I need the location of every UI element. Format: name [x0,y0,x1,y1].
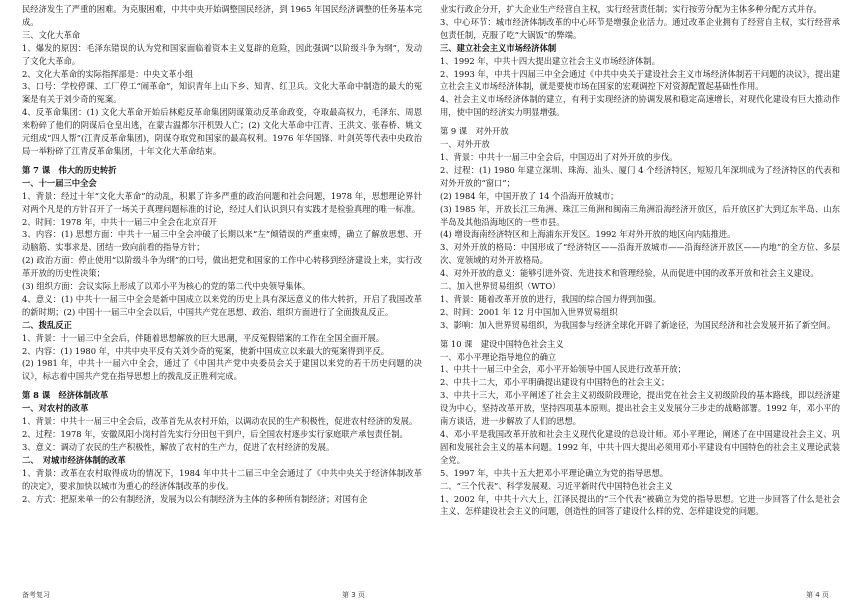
paragraph: 1、中共十一届三中全会，邓小平开始领导中国人民进行改革开放； [440,364,686,375]
section-heading: 三、建立社会主义市场经济体制 [440,42,557,53]
paragraph: 业实行政企分开，扩大企业生产经营自主权，实行经营责任制；实行按劳分配为主体多种分配方式并存。 [440,4,822,14]
paragraph: 2、中共十二大，邓小平明确提出建设有中国特色的社会主义； [440,377,670,388]
paragraph: 二、“三个代表”、科学发展观、习近平新时代中国特色社会主义 [440,480,673,491]
paragraph: (4) 增设海南经济特区和上海浦东开发区。1992 年对外开放的地区向内陆推进。 [440,229,736,240]
paragraph: 1、1992 年，中共十四大提出建立社会主义市场经济体制。 [440,55,660,66]
section-heading: 二、 对城市经济体制的改革 [22,454,126,465]
paragraph: 2、过程：(1) 1980 年建立深圳、珠海、汕头、厦门 4 个经济特区，短短几年深圳成为了经济特区的代表和对外开放的“窗口”； [440,164,840,188]
paragraph: 三、文化大革命 [22,29,81,40]
paragraph: 4、意义：(1) 中共十一届三中全会是新中国成立以来党的历史上具有深远意义的伟大转折，开启了我国改革的新时期；(2) 中国十一届三中全会以后，中国共产党在思想、政治、组织方面进行了全面拨乱反正。 [22,293,422,317]
paragraph: 1、2002 年，中共十六大上，江泽民提出的“三个代表”被确立为党的指导思想。它进一步回答了什么是社会主义、怎样建设社会主义的问题，创造性的回答了建设什么样的党、怎样建设党的问题。 [440,493,840,517]
paragraph: 3、影响：加入世界贸易组织，为我国参与经济全球化开辟了新途径，为国民经济和社会发展开拓了新空间。 [440,319,836,330]
paragraph: (3) 组织方面：会议实际上形成了以邓小平为核心的党的第二代中央领导集体。 [22,281,311,292]
paragraph: 3、口号：学校停课、工厂停工“闹革命”，知识青年上山下乡、知青、红卫兵。文化大革命中制造的最大的冤案是有关于刘少奇的冤案。 [22,81,422,105]
paragraph: 3、对外开放的格局：中国形成了“经济特区——沿海开放城市——沿海经济开放区——内地”的全方位、多层次、宽领域的对外开放格局。 [440,242,840,266]
section-heading: 第 8 课 经济体制改革 [22,390,109,401]
paragraph: 2、内容：(1) 1980 年，中共中央平反有关刘少奇的冤案，使新中国成立以来最大的冤案得到平反。 [22,345,390,356]
paragraph: 4、反革命集团：(1) 文化大革命开始后林彪反革命集团阴谋策动反革命政变，夺取最高权力，毛泽东、周恩来粉碎了他们的阴谋后仓皇出逃，在蒙古温都尔汗机毁人亡；(2) 文化大革命中江青、王洪文、张春桥、姚文元组成“四人帮”(江青反革命集团)，阴谋夺取党和国家的最高权利。1976 年华国锋、叶剑英等代表中央政治局一举粉碎了江青反革命集团，十年文化大革命结束。 [22,107,422,156]
paragraph: 1、背景：十一届三中全会后，伴随着思想解放的巨大思潮，平反冤假错案的工作在全国全面开展。 [22,332,385,343]
paragraph: 2、方式：把原来单一的公有制经济，发展为以公有制经济为主体的多种所有制经济；对国有企 [22,493,368,504]
paragraph: 第 10 课 建设中国特色社会主义 [440,338,564,349]
paragraph: 第 9 课 对外开放 [440,126,509,137]
paragraph: (3) 1985 年，开放长江三角洲、珠江三角洲和闽南三角洲沿海经济开放区，后开放区扩大到辽东半岛、山东半岛及其他沿海地区的一些市县。 [440,203,840,227]
paragraph: 3、中共十三大，邓小平阐述了社会主义初级阶段理论，提出党在社会主义初级阶段的基本路线，即以经济建设为中心，坚持改革开放，坚持四项基本原则。提出社会主义发展分三步走的战略部署。1992 年，邓小平的南方谈话，进一步解放了人们的思想。 [440,390,840,427]
paragraph: 1、背景：中共十一届三中全会后，改革首先从农村开始，以调动农民的生产积极性，促进农村经济的发展。 [22,416,418,427]
paragraph: 1、背景：改革在农村取得成功的情况下，1984 年中共十二届三中全会通过了《中共中央关于经济体制改革的决定》，要求加快以城市为重心的经济体制改革的步伐。 [22,467,422,491]
paragraph: 4、社会主义市场经济体制的建立，有利于实现经济的协调发展和稳定高速增长，对现代化建设有巨大推动作用，使中国的经济实力明显增强。 [440,94,840,118]
paragraph: 一、对外开放 [440,139,490,150]
paragraph: 4、邓小平是我国改革开放和社会主义现代化建设的总设计师。邓小平理论，阐述了在中国建设社会主义、巩固和发展社会主义的基本问题。1992 年，中共十四大提出必须用邓小平建设有中国特色的社会主义理论武装全党。 [440,429,840,465]
section-heading: 二、拨乱反正 [22,319,72,330]
paragraph: 3、意义：调动了农民的生产积极性，解放了农村的生产力，促进了农村经济的发展。 [22,441,335,452]
section-heading: 一、十一届三中全会 [22,177,97,188]
section-heading: 一、对农村的改革 [22,403,89,414]
paragraph: 2、文化大革命的实际指挥部是：中央文革小组 [22,68,194,79]
paragraph: 2、时间：2001 年 12 月中国加入世界贸易组织 [440,306,618,317]
section-heading: 第 7 课 伟大的历史转折 [22,164,117,175]
paragraph: 一、邓小平理论指导地位的确立 [440,351,557,362]
page-number-right: 第 4 页 [806,591,829,599]
paragraph: (2) 1984 年，中国开放了 14 个沿海开放城市； [440,190,619,201]
left-column [22,3,422,505]
paragraph: 2、时间：1978 年，中共十一届三中全会在北京召开 [22,216,217,227]
paragraph: 1、背景：中共十一届三中全会后，中国迈出了对外开放的步伐。 [440,151,678,162]
paragraph: 1、爆发的原因：毛泽东错误的认为党和国家面临着资本主义复辟的危险，因此强调“以阶级斗争为纲”，发动了文化大革命。 [22,42,422,66]
paragraph: 1、背景：随着改革开放的进行，我国的综合国力得到加强。 [440,293,661,304]
paragraph: 2、1993 年，中共十四届三中全会通过《中共中央关于建设社会主义市场经济体制若干问题的决议》，提出建立社会主义市场经济体制，就是要使市场在国家的宏观调控下对资源配置起基础性作用。 [440,68,840,92]
paragraph: 3、内容：(1) 思想方面：中共十一届三中全会冲破了长期以来“左”倾错误的严重束缚，确立了解放思想、开动脑筋、实事求是、团结一致向前看的指导方针； [22,229,422,253]
paragraph: 民经济发生了严重的困难。为克服困难，中共中央开始调整国民经济，到 1965 年国民经济调整的任务基本完成。 [22,4,422,27]
paragraph: 1、背景：经过十年“文化大革命”的动乱，积累了许多严重的政治问题和社会问题，1978 年，思想理论界针对两个凡是的方针召开了一场关于真理问题标准的讨论，经过人们认识到只有实践才是检验真理的唯一标准。 [22,190,422,214]
paragraph: 5、1997 年，中共十五大把邓小平理论确立为党的指导思想。 [440,467,669,478]
paragraph: 2、过程：1978 年，安徽凤阳小岗村首先实行分田包干到户，后全国农村逐步实行家庭联产承包责任制。 [22,429,408,439]
right-column [440,3,840,518]
paragraph: (2) 政治方面：停止使用“以阶级斗争为纲”的口号，做出把党和国家的工作中心转移到经济建设上来，实行改革开放的历史性决策； [22,255,422,279]
paragraph: 4、对外开放的意义：能够引进外资、先进技术和管理经验，从而促进中国的改革开放和社会主义建设。 [440,268,819,279]
paragraph: 二、加入世界贸易组织（WTO） [440,281,561,292]
paragraph: (2) 1981 年，中共十一届六中全会，通过了《中国共产党中央委员会关于建国以来党的若干历史问题的决议》，标志着中国共产党在指导思想上的拨乱反正胜利完成。 [22,358,422,382]
page-number-left: 第 3 页 [342,591,365,599]
paragraph: 3、中心环节：城市经济体制改革的中心环节是增强企业活力。通过改革企业拥有了经营自主权，实行经营承包责任制，克服了吃“大锅饭”的弊端。 [440,16,840,40]
footer-label: 备考复习 [22,591,50,599]
